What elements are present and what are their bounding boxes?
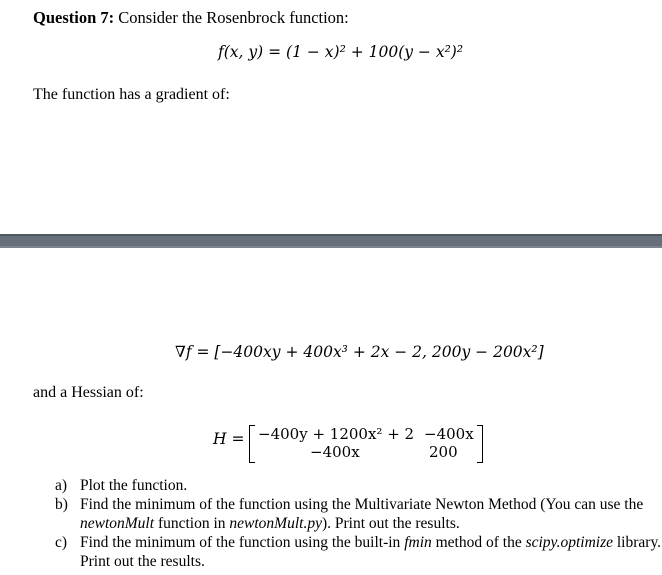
question-heading bbox=[33, 8, 349, 28]
task-em-b-2: newtonMult.py bbox=[229, 515, 322, 532]
task-text-a: Plot the function. bbox=[80, 477, 188, 494]
task-item-b bbox=[55, 495, 662, 533]
hessian-cell-11: −400y + 1200x² + 2 bbox=[258, 425, 415, 443]
rosenbrock-equation: f(x, y) = (1 − x)² + 100(y − x²)² bbox=[218, 43, 464, 61]
task-em-c-1: fmin bbox=[404, 534, 432, 551]
hessian-label: and a Hessian of: bbox=[33, 384, 144, 401]
hessian-matrix bbox=[213, 423, 493, 467]
question-intro: Consider the Rosenbrock function: bbox=[114, 8, 349, 27]
task-text-b-3: ). Print out the results. bbox=[321, 515, 460, 532]
task-text-b-2: function in bbox=[154, 515, 230, 532]
left-bracket bbox=[249, 425, 255, 463]
task-text-c-2: method of the bbox=[431, 534, 526, 551]
task-text-c-1: Find the minimum of the function using the built-in bbox=[80, 534, 405, 551]
task-text-c-3: library. Print out the results. bbox=[80, 534, 662, 570]
task-em-c-2: scipy.optimize bbox=[525, 534, 613, 551]
task-label-b: b) bbox=[55, 496, 68, 513]
question-number: Question 7: bbox=[33, 8, 115, 27]
task-em-b-1: newtonMult bbox=[80, 515, 155, 532]
task-item-c bbox=[55, 533, 662, 571]
hessian-cell-12: −400x bbox=[424, 425, 474, 443]
page-divider bbox=[0, 234, 662, 248]
hessian-cell-22: 200 bbox=[429, 443, 458, 461]
hessian-cell-21: −400x bbox=[310, 443, 360, 461]
task-item-a bbox=[55, 476, 662, 495]
task-label-a: a) bbox=[55, 477, 68, 494]
task-label-c: c) bbox=[55, 534, 68, 551]
gradient-label: The function has a gradient of: bbox=[33, 86, 230, 103]
gradient-equation: ∇f = [−400xy + 400x³ + 2x − 2, 200y − 200x²] bbox=[175, 343, 544, 361]
hessian-lhs: H = bbox=[213, 430, 245, 448]
task-list bbox=[55, 476, 662, 571]
task-text-b-1: Find the minimum of the function using the Multivariate Newton Method (You can use the bbox=[80, 496, 644, 513]
right-bracket bbox=[477, 425, 483, 463]
